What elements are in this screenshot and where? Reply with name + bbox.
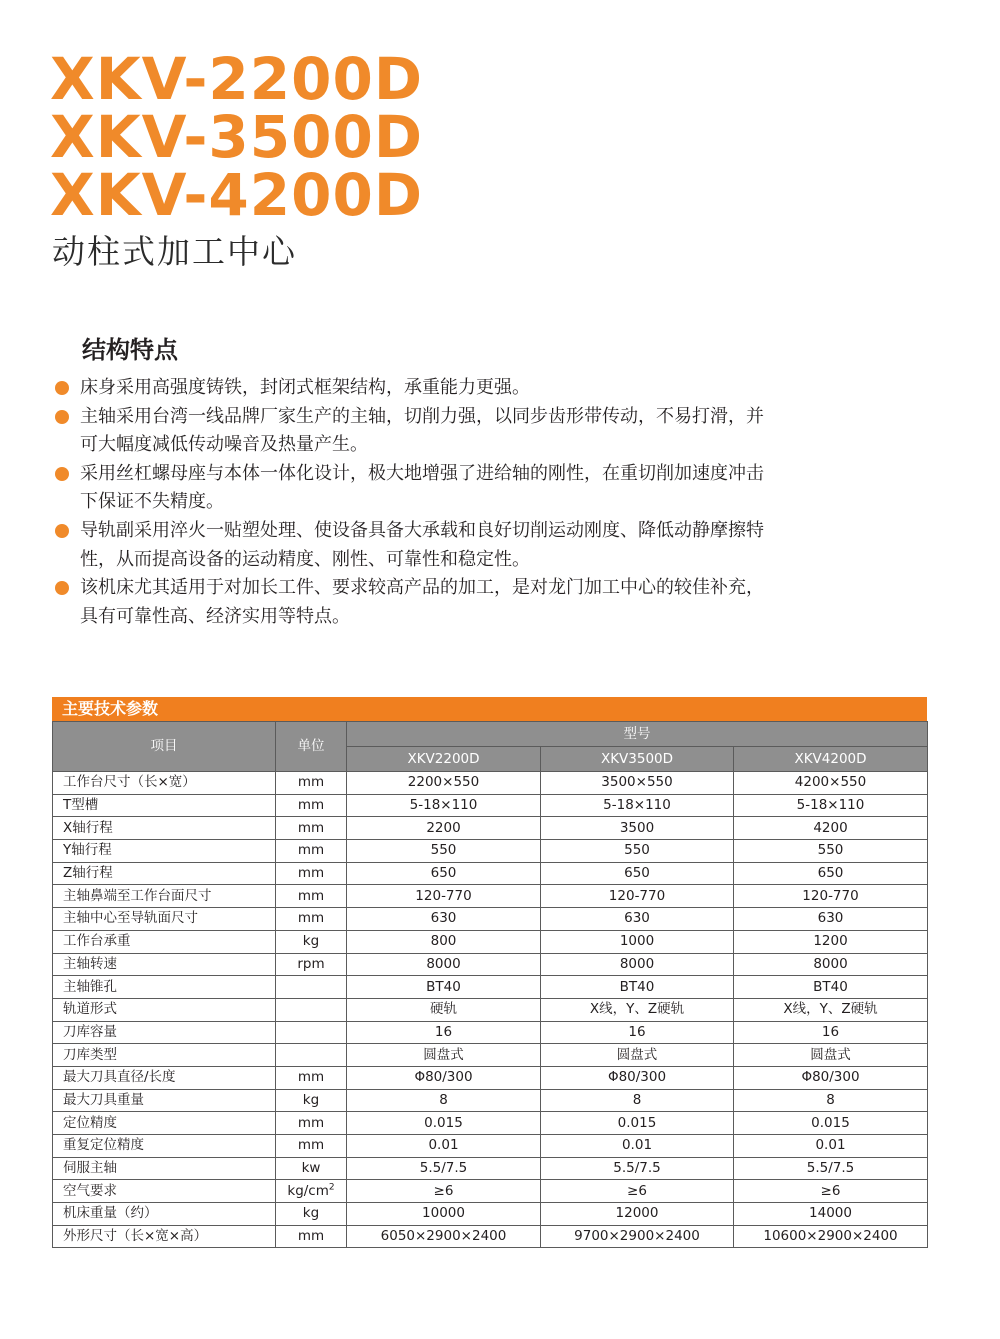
- table-row: [53, 1021, 928, 1044]
- spec-value: 16: [734, 1021, 928, 1044]
- spec-value: 8: [347, 1089, 541, 1112]
- bullet-dot-icon: [55, 467, 69, 481]
- table-row: [53, 1089, 928, 1112]
- spec-value: 120-770: [347, 885, 541, 908]
- spec-unit: [276, 1021, 347, 1044]
- spec-value: 5-18×110: [734, 794, 928, 817]
- spec-value: 550: [347, 840, 541, 863]
- table-row: [53, 908, 928, 931]
- spec-item-name: 最大刀具直径/长度: [53, 1066, 276, 1089]
- spec-value: 5.5/7.5: [734, 1157, 928, 1180]
- spec-value: 10000: [347, 1203, 541, 1226]
- table-row: [53, 1157, 928, 1180]
- spec-item-name: Y轴行程: [53, 840, 276, 863]
- spec-item-name: 主轴中心至导轨面尺寸: [53, 908, 276, 931]
- spec-unit-text: kw: [301, 1160, 321, 1177]
- spec-unit: [276, 1180, 347, 1203]
- spec-unit: [276, 908, 347, 931]
- table-row: [53, 862, 928, 885]
- spec-unit: [276, 953, 347, 976]
- feature-item: [55, 374, 775, 403]
- spec-value: Φ80/300: [347, 1066, 541, 1089]
- spec-value: 1200: [734, 930, 928, 953]
- spec-item-name: 主轴转速: [53, 953, 276, 976]
- col-header-item: 项目: [53, 722, 276, 772]
- spec-unit: [276, 794, 347, 817]
- spec-item-name: 机床重量（约）: [53, 1203, 276, 1226]
- spec-value: 0.015: [734, 1112, 928, 1135]
- spec-table: [52, 721, 928, 1248]
- spec-unit: [276, 1044, 347, 1067]
- spec-unit-text: mm: [297, 910, 325, 927]
- spec-value: 12000: [541, 1203, 734, 1226]
- spec-value: X线，Y、Z硬轨: [541, 998, 734, 1021]
- spec-value: 2200×550: [347, 772, 541, 795]
- table-row: [53, 772, 928, 795]
- spec-value: 0.01: [734, 1135, 928, 1158]
- table-row: [53, 953, 928, 976]
- spec-unit-text: rpm: [297, 955, 325, 972]
- table-row: [53, 840, 928, 863]
- spec-value: Φ80/300: [541, 1066, 734, 1089]
- spec-value: 3500×550: [541, 772, 734, 795]
- col-header-unit: 单位: [276, 722, 347, 772]
- spec-unit: [276, 885, 347, 908]
- spec-unit-text: mm: [297, 819, 325, 836]
- spec-value: 圆盘式: [734, 1044, 928, 1067]
- spec-unit: [276, 1135, 347, 1158]
- spec-value: 650: [541, 862, 734, 885]
- spec-value: 1000: [541, 930, 734, 953]
- spec-value: 14000: [734, 1203, 928, 1226]
- spec-value: 0.015: [541, 1112, 734, 1135]
- spec-unit: [276, 1089, 347, 1112]
- spec-value: BT40: [541, 976, 734, 999]
- spec-item-name: 工作台尺寸（长×宽）: [53, 772, 276, 795]
- table-row: [53, 1044, 928, 1067]
- spec-unit-text: kg: [302, 1205, 320, 1222]
- spec-item-name: 轨道形式: [53, 998, 276, 1021]
- spec-item-name: 重复定位精度: [53, 1135, 276, 1158]
- feature-text: 该机床尤其适用于对加长工件、要求较高产品的加工，是对龙门加工中心的较佳补充，具有可靠性高、经济实用等特点。: [80, 577, 764, 627]
- bullet-dot-icon: [55, 381, 69, 395]
- spec-value: 630: [734, 908, 928, 931]
- feature-text: 采用丝杠螺母座与本体一体化设计，极大地增强了进给轴的刚性，在重切削加速度冲击下保证不失精度。: [80, 462, 764, 513]
- bullet-dot-icon: [55, 581, 69, 595]
- spec-value: 550: [734, 840, 928, 863]
- table-row: [53, 817, 928, 840]
- spec-value: 120-770: [541, 885, 734, 908]
- spec-value: 8: [541, 1089, 734, 1112]
- col-header-model-3: XKV4200D: [734, 747, 928, 772]
- table-row: [53, 1225, 928, 1248]
- spec-value: 5-18×110: [541, 794, 734, 817]
- spec-unit-text: kg: [302, 933, 320, 950]
- spec-unit: [276, 976, 347, 999]
- spec-item-name: 外形尺寸（长×宽×高）: [53, 1225, 276, 1248]
- spec-item-name: T型槽: [53, 794, 276, 817]
- spec-unit-superscript: 2: [328, 1182, 335, 1193]
- spec-value: 10600×2900×2400: [734, 1225, 928, 1248]
- spec-item-name: 刀库容量: [53, 1021, 276, 1044]
- spec-unit: [276, 772, 347, 795]
- spec-item-name: Z轴行程: [53, 862, 276, 885]
- spec-unit: [276, 1225, 347, 1248]
- bullet-dot-icon: [55, 410, 69, 424]
- spec-unit: [276, 1203, 347, 1226]
- spec-value: ≥6: [541, 1180, 734, 1203]
- spec-item-name: 主轴锥孔: [53, 976, 276, 999]
- spec-item-name: X轴行程: [53, 817, 276, 840]
- spec-item-name: 主轴鼻端至工作台面尺寸: [53, 885, 276, 908]
- spec-value: 16: [541, 1021, 734, 1044]
- table-row: [53, 1112, 928, 1135]
- spec-value: 5.5/7.5: [541, 1157, 734, 1180]
- spec-item-name: 定位精度: [53, 1112, 276, 1135]
- spec-value: 0.015: [347, 1112, 541, 1135]
- model-title-3: XKV-4200D: [50, 161, 423, 229]
- spec-unit-text: mm: [297, 1137, 325, 1154]
- spec-value: ≥6: [347, 1180, 541, 1203]
- spec-item-name: 伺服主轴: [53, 1157, 276, 1180]
- spec-unit: [276, 840, 347, 863]
- spec-value: 120-770: [734, 885, 928, 908]
- spec-value: 8000: [347, 953, 541, 976]
- spec-unit: [276, 862, 347, 885]
- feature-text: 床身采用高强度铸铁，封闭式框架结构，承重能力更强。: [80, 377, 530, 398]
- feature-text: 主轴采用台湾一线品牌厂家生产的主轴，切削力强，以同步齿形带传动，不易打滑，并可大幅度减低传动噪音及热量产生。: [80, 405, 764, 456]
- table-row: [53, 930, 928, 953]
- spec-table-body: [53, 772, 928, 1248]
- spec-value: 圆盘式: [541, 1044, 734, 1067]
- table-row: [53, 976, 928, 999]
- spec-unit: [276, 998, 347, 1021]
- spec-value: 5-18×110: [347, 794, 541, 817]
- spec-unit-text: mm: [297, 1114, 325, 1131]
- feature-item: [55, 574, 775, 631]
- spec-item-name: 空气要求: [53, 1180, 276, 1203]
- table-row: [53, 1135, 928, 1158]
- model-title-2: XKV-3500D: [50, 103, 423, 171]
- spec-unit: [276, 817, 347, 840]
- table-row: [53, 794, 928, 817]
- spec-value: 3500: [541, 817, 734, 840]
- spec-value: 650: [734, 862, 928, 885]
- table-row: [53, 1203, 928, 1226]
- spec-item-name: 刀库类型: [53, 1044, 276, 1067]
- spec-value: Φ80/300: [734, 1066, 928, 1089]
- spec-unit-text: mm: [297, 797, 325, 814]
- product-subtitle: 动柱式加工中心: [52, 232, 297, 271]
- spec-value: 9700×2900×2400: [541, 1225, 734, 1248]
- spec-value: 550: [541, 840, 734, 863]
- model-title-1: XKV-2200D: [50, 45, 423, 113]
- col-header-model-group: 型号: [347, 722, 928, 747]
- spec-value: 800: [347, 930, 541, 953]
- features-list: [55, 374, 775, 631]
- features-heading: 结构特点: [82, 336, 178, 364]
- spec-unit: [276, 930, 347, 953]
- spec-unit-text: kg/cm: [287, 1182, 329, 1199]
- spec-unit-text: mm: [297, 887, 325, 904]
- spec-item-name: 最大刀具重量: [53, 1089, 276, 1112]
- spec-unit: [276, 1112, 347, 1135]
- model-title-block: [50, 45, 423, 229]
- spec-value: 5.5/7.5: [347, 1157, 541, 1180]
- spec-unit: [276, 1157, 347, 1180]
- spec-value: 6050×2900×2400: [347, 1225, 541, 1248]
- spec-value: 圆盘式: [347, 1044, 541, 1067]
- spec-item-name: 工作台承重: [53, 930, 276, 953]
- spec-unit-text: mm: [297, 842, 325, 859]
- spec-value: 硬轨: [347, 998, 541, 1021]
- table-row: [53, 1066, 928, 1089]
- spec-table-title: 主要技术参数: [52, 697, 927, 721]
- spec-value: BT40: [734, 976, 928, 999]
- spec-value: 2200: [347, 817, 541, 840]
- spec-value: ≥6: [734, 1180, 928, 1203]
- feature-item: [55, 460, 775, 517]
- col-header-model-2: XKV3500D: [541, 747, 734, 772]
- feature-text: 导轨副采用淬火一贴塑处理、使设备具备大承载和良好切削运动刚度、降低动静摩擦特性，从而提高设备的运动精度、刚性、可靠性和稳定性。: [80, 519, 764, 570]
- spec-value: 630: [347, 908, 541, 931]
- spec-unit-text: kg: [302, 1091, 320, 1108]
- spec-unit-text: mm: [297, 1228, 325, 1245]
- bullet-dot-icon: [55, 524, 69, 538]
- spec-value: 4200: [734, 817, 928, 840]
- spec-value: BT40: [347, 976, 541, 999]
- feature-item: [55, 517, 775, 574]
- spec-value: 630: [541, 908, 734, 931]
- spec-unit-text: mm: [297, 774, 325, 791]
- spec-value: 8000: [734, 953, 928, 976]
- spec-value: 8000: [541, 953, 734, 976]
- spec-unit-text: mm: [297, 865, 325, 882]
- table-row: [53, 885, 928, 908]
- spec-value: X线，Y、Z硬轨: [734, 998, 928, 1021]
- spec-value: 0.01: [347, 1135, 541, 1158]
- spec-value: 8: [734, 1089, 928, 1112]
- feature-item: [55, 403, 775, 460]
- spec-unit: [276, 1066, 347, 1089]
- spec-value: 16: [347, 1021, 541, 1044]
- spec-value: 4200×550: [734, 772, 928, 795]
- table-row: [53, 998, 928, 1021]
- col-header-model-1: XKV2200D: [347, 747, 541, 772]
- spec-value: 650: [347, 862, 541, 885]
- spec-unit-text: mm: [297, 1069, 325, 1086]
- table-row: [53, 1180, 928, 1203]
- spec-value: 0.01: [541, 1135, 734, 1158]
